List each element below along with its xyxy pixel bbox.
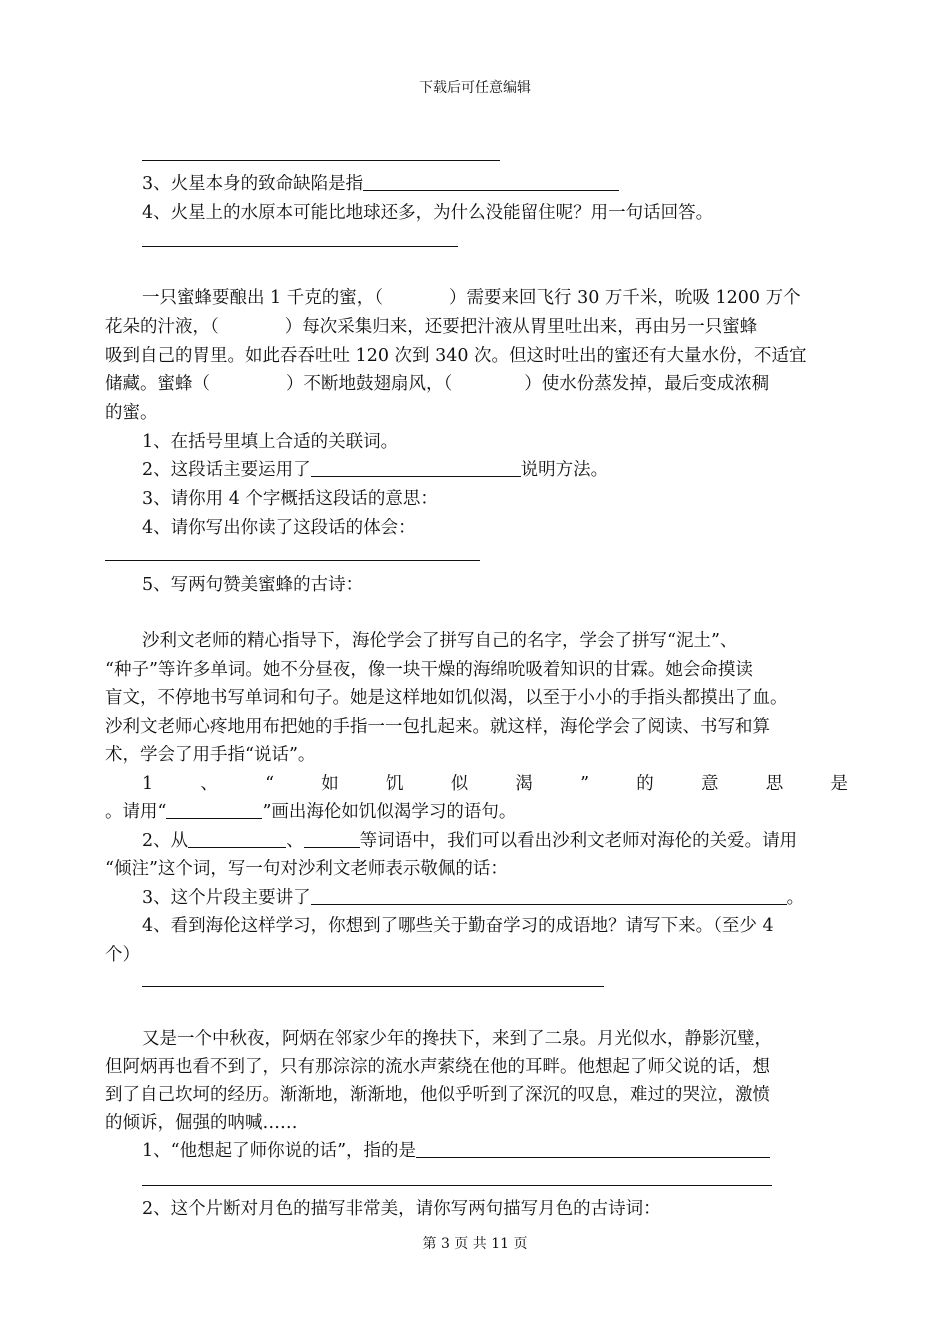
question-text: 3、火星本身的致命缺陷是指 [142,174,364,194]
answer-blank [416,1141,770,1158]
answer-blank [311,460,521,477]
answer-blank [188,831,286,848]
answer-blank [363,174,619,191]
question-3 [142,173,619,195]
question-2 [142,459,608,481]
answer-line [105,560,480,561]
page-header: 下载后可任意编辑 [419,80,531,96]
char: 、 [200,774,218,794]
question-3 [142,887,804,909]
passage-line: 的倾诉，倔强的呐喊…… [105,1113,298,1133]
question-1 [142,1140,770,1162]
passage-line: 吸到自己的胃里。如此吞吞吐吐 120 次到 340 次。但这时吐出的蜜还有大量水份，不适宜 [105,346,807,366]
question-text: 说明方法。 [520,460,609,480]
answer-line [142,160,500,161]
question-4: 4、火星上的水原本可能比地球还多，为什么没能留住呢？用一句话回答。 [142,203,714,223]
passage-text: 一只蜜蜂要酿出 1 千克的蜜，（ [142,288,384,308]
char: 的 [636,774,654,794]
passage-text: ）需要来回飞行 30 万千米，吮吸 1200 万个 [449,288,801,308]
answer-line [142,1185,772,1186]
question-1-continued [105,801,516,823]
answer-line [142,246,458,247]
passage-line: 沙利文老师的精心指导下，海伦学会了拼写自己的名字，学会了拼写“泥土”、 [142,631,738,651]
question-5: 5、写两句赞美蜜蜂的古诗： [142,575,364,595]
question-4: 4、请你写出你读了这段话的体会： [142,518,416,538]
question-text: 。请用“ [105,802,167,822]
answer-blank [166,802,262,819]
question-text: ”画出海伦如饥似渴学习的语句。 [262,802,517,822]
question-3: 3、请你用 4 个字概括这段话的意思： [142,489,438,509]
question-2-continued: “倾注”这个词，写一句对沙利文老师表示敬佩的话： [105,859,508,879]
char: 饥 [385,774,404,794]
passage-line: 又是一个中秋夜，阿炳在邻家少年的搀扶下，来到了二泉。月光似水，静影沉璧， [142,1029,772,1049]
char: 是 [830,774,848,794]
char: “ [265,774,275,794]
passage-text: ）不断地鼓翅扇风，（ [286,374,453,394]
page-footer: 第 3 页 共 11 页 [422,1236,528,1252]
char: 1 [142,774,154,794]
question-text: 3、这个片段主要讲了 [142,888,311,908]
char: 如 [321,774,339,794]
question-text: 、 [286,831,304,851]
passage-line: 术，学会了用手指“说话”。 [105,745,316,765]
passage-text: ）每次采集归来，还要把汁液从胃里吐出来，再由另一只蜜蜂 [284,317,758,337]
char: ” [580,774,590,794]
question-text: 2、从 [142,831,189,851]
answer-blank [304,831,360,848]
passage-line [105,373,769,395]
passage-text: ）使水份蒸发掉，最后变成浓稠 [524,374,770,394]
passage-text: 储藏。蜜蜂（ [105,374,210,394]
char: 思 [765,774,784,794]
question-text: 2、这段话主要运用了 [142,460,311,480]
question-text: 1、“他想起了师你说的话”，指的是 [142,1141,417,1161]
passage-line: “种子”等许多单词。她不分昼夜，像一块干燥的海绵吮吸着知识的甘霖。她会命摸读 [105,660,753,680]
question-1: 1、在括号里填上合适的关联词。 [142,432,399,452]
passage-line: 的蜜。 [105,403,158,423]
question-text: 等词语中，我们可以看出沙利文老师对海伦的关爱。请用 [359,831,798,851]
passage-line [142,287,801,309]
passage-text: 花朵的汁液，（ [105,317,219,337]
question-1 [142,773,848,795]
question-text: 。 [786,888,805,908]
passage-line: 但阿炳再也看不到了，只有那淙淙的流水声萦绕在他的耳畔。他想起了师父说的话，想 [105,1057,770,1077]
char: 似 [450,774,469,794]
answer-blank [311,888,787,905]
question-2 [142,830,797,852]
question-4: 4、看到海伦这样学习，你想到了哪些关于勤奋学习的成语地？请写下来。（至少 4 [142,916,774,936]
char: 意 [701,774,719,794]
passage-line: 沙利文老师心疼地用布把她的手指一一包扎起来。就这样，海伦学会了阅读、书写和算 [105,717,770,737]
question-4-continued: 个） [105,945,140,965]
passage-line: 到了自己坎坷的经历。渐渐地，渐渐地，他似乎听到了深沉的叹息，难过的哭泣，激愤 [105,1085,770,1105]
passage-line: 盲文，不停地书写单词和句子。她是这样地如饥似渴，以至于小小的手指头都摸出了血。 [105,688,788,708]
question-2: 2、这个片断对月色的描写非常美，请你写两句描写月色的古诗词： [142,1199,661,1219]
char: 渴 [515,774,533,794]
answer-line [142,986,604,987]
passage-line [105,316,757,338]
